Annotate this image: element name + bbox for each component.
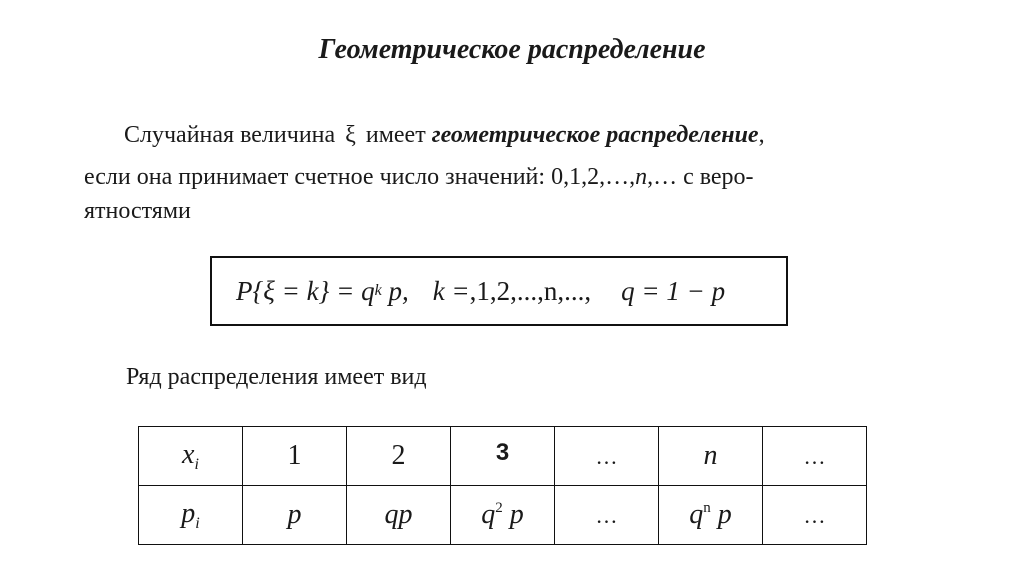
- line1-end: ,: [758, 122, 765, 148]
- label-p-sub: i: [195, 514, 200, 532]
- table-row: [139, 486, 867, 545]
- cell-exponent: n: [703, 500, 711, 516]
- table-cell: [243, 486, 347, 545]
- line1-mid: имеет: [365, 122, 426, 148]
- formula-values: ,1,2,...,n,...,: [469, 275, 592, 306]
- cell-value: 2: [391, 440, 406, 471]
- label-x-sub: i: [194, 455, 199, 473]
- label-x: x: [182, 438, 195, 470]
- line2-n: n: [635, 164, 648, 190]
- table-cell: [555, 427, 659, 486]
- table-cell: [347, 427, 451, 486]
- definition-paragraph: [84, 114, 929, 232]
- cell-base: q: [481, 499, 496, 530]
- table-cell: [763, 427, 867, 486]
- cell-value: p: [287, 499, 302, 530]
- cell-value: …: [595, 503, 618, 528]
- table-cell: [659, 486, 763, 545]
- row-label-x: [139, 427, 243, 486]
- cell-tail: p: [509, 499, 524, 530]
- table-cell: [659, 427, 763, 486]
- formula-box: [210, 256, 788, 326]
- cell-value: …: [595, 444, 618, 469]
- row-label-p: [139, 486, 243, 545]
- definition-line-3: ятностями: [84, 198, 191, 224]
- table-cell: [451, 486, 555, 545]
- cell-value: …: [803, 503, 826, 528]
- cell-base: q: [689, 499, 704, 530]
- line2-end: ,… с веро-: [647, 164, 754, 190]
- xi-symbol: ξ: [345, 122, 356, 148]
- formula-k-range: k =: [432, 275, 470, 306]
- cell-value: 1: [287, 440, 302, 471]
- label-p: p: [181, 497, 196, 529]
- table-cell: [347, 486, 451, 545]
- definition-line-1: [84, 114, 929, 156]
- formula-q-def: q = 1 − p: [621, 275, 726, 306]
- cell-value: 3: [495, 438, 510, 466]
- formula-left: P{ξ = k} = q: [236, 275, 375, 306]
- cell-tail: p: [717, 499, 732, 530]
- line2-start: если она принимает счетное число значений: 0,1,2,…,: [84, 164, 636, 190]
- table-cell: [451, 427, 555, 486]
- line1-start: Случайная величина: [124, 122, 336, 148]
- table-cell: [243, 427, 347, 486]
- distribution-table: [138, 426, 867, 545]
- formula-p-term: p,: [388, 275, 409, 306]
- table-row: [139, 427, 867, 486]
- cell-value: …: [803, 444, 826, 469]
- table-cell: [763, 486, 867, 545]
- cell-value: qp: [384, 499, 413, 530]
- page-title: Геометрическое распределение: [318, 34, 706, 65]
- emphasis-term: геометрическое распределение: [431, 122, 759, 148]
- formula-exponent: k: [374, 282, 382, 299]
- table-cell: [555, 486, 659, 545]
- cell-exponent: 2: [495, 500, 503, 516]
- series-heading: Ряд распределения имеет вид: [126, 364, 427, 390]
- cell-value: n: [703, 440, 718, 471]
